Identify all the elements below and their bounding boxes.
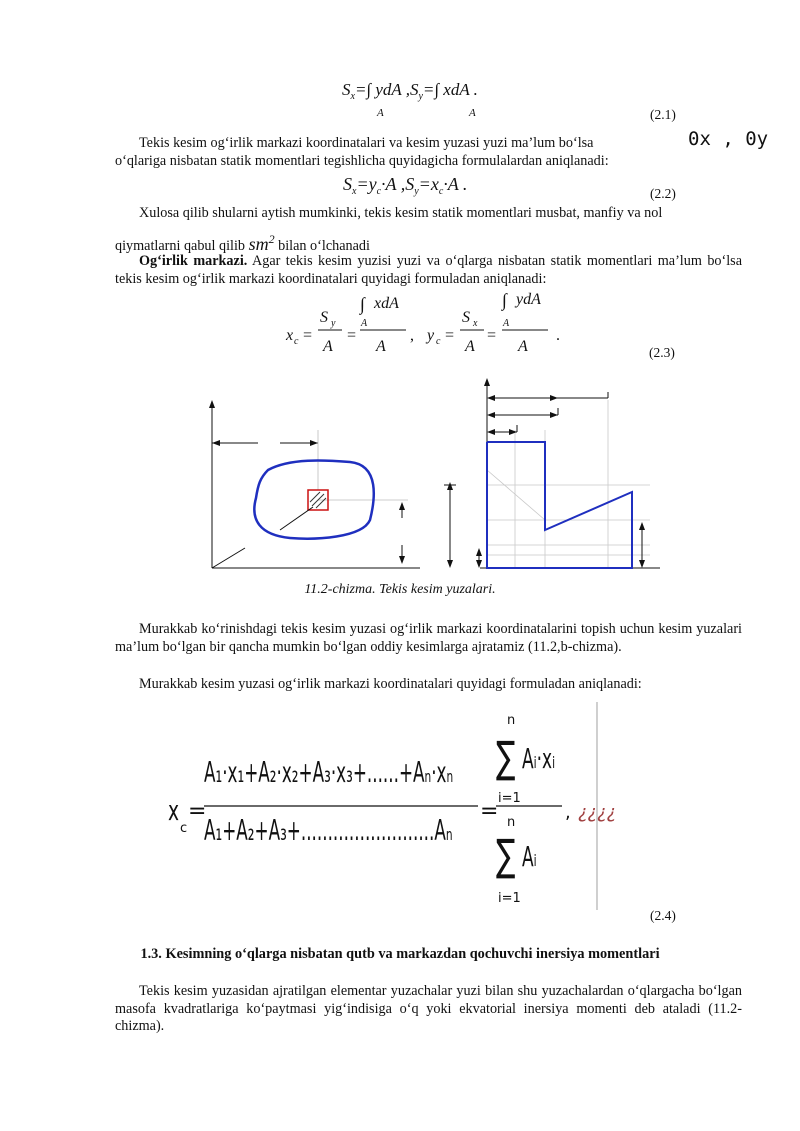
- svg-text:=: =: [188, 799, 207, 824]
- svg-text:A: A: [376, 338, 386, 355]
- equation-number-2-2: (2.2): [650, 186, 676, 201]
- svg-text:=: =: [346, 327, 357, 344]
- svg-text:x: x: [286, 327, 294, 344]
- svg-text:x: x: [168, 794, 180, 828]
- equation-number-2-4: (2.4): [650, 908, 676, 923]
- paragraph-1: [115, 135, 675, 153]
- svg-text:=: =: [486, 327, 497, 344]
- svg-text:x: x: [473, 318, 478, 329]
- svg-text:∫: ∫: [360, 294, 365, 314]
- paragraph-6: Tekis kesim yuzasidan ajratilgan elementar yuzachalar yuzi bilan shu yuzachalardan o‘qlargacha bo‘lgan masofa kvadratlariga ko‘paytmasi yig‘indisiga o‘q yoki ekvatorial inersiya momenti deb ataladi (11.2-chizma).: [115, 983, 742, 1035]
- svg-text:=: =: [302, 327, 313, 344]
- section-heading: 1.3. Kesimning o‘qlarga nisbatan qutb va markazdan qochuvchi inersiya momentlari: [140, 946, 660, 962]
- svg-text:c: c: [436, 336, 441, 347]
- equation-2-4: [160, 700, 640, 910]
- paragraph-2-line-2: [115, 232, 370, 255]
- svg-text:n: n: [507, 713, 516, 728]
- svg-text:S: S: [320, 309, 328, 326]
- svg-text:Aᵢ·xᵢ: Aᵢ·xᵢ: [522, 743, 556, 776]
- equation-number-2-1: (2.1): [650, 107, 676, 122]
- svg-text:,: ,: [565, 802, 571, 823]
- svg-text:=: =: [444, 327, 455, 344]
- paragraph-3-rest: Agar tekis kesim yuzisi yuzi va o‘qlarga nisbatan statik momentlari ma’lum bo‘lsa tekis kesim og‘irlik markazi koordinatalari quyidagi formuladan aniqlanadi:: [115, 253, 742, 287]
- paragraph-5: Murakkab kesim yuzasi og‘irlik markazi koordinatalari quyidagi formuladan aniqlanadi:: [139, 676, 642, 692]
- paragraph-3: [115, 253, 742, 288]
- eq1-limit-a1: A: [377, 107, 384, 119]
- figure-11-2: [150, 370, 690, 580]
- paragraph-1-line-2: o‘qlariga nisbatan statik momentlari tegishlicha quyidagicha formulalardan aniqlanadi:: [115, 153, 609, 169]
- equation-number-2-3: (2.3): [649, 345, 675, 360]
- svg-text:A: A: [323, 338, 333, 355]
- svg-text:i=1: i=1: [498, 791, 521, 806]
- svg-text:∑: ∑: [496, 829, 516, 881]
- figure-caption: 11.2-chizma. Tekis kesim yuzalari.: [304, 582, 496, 597]
- svg-text:n: n: [507, 815, 516, 830]
- p2-text-a: qiymatlarni qabul qilib: [115, 238, 246, 254]
- paragraph-1-line-1: Tekis kesim og‘irlik markazi koordinatalari va kesim yuzasi yuzi ma’lum bo‘lsa: [139, 135, 594, 151]
- figure-b: [444, 378, 660, 568]
- p2-text-b: bilan o‘lchanadi: [278, 238, 370, 254]
- unit-sm-exp: 2: [268, 232, 275, 246]
- svg-text:A: A: [465, 338, 475, 355]
- equation-2-1: $S_x=\int$ ydA $,S_y=\int$ xdA .: [342, 80, 478, 102]
- svg-text:.: .: [556, 327, 560, 344]
- svg-text:c: c: [180, 821, 188, 836]
- svg-text:A₁·x₁+A₂·x₂+A₃·x₃+......+Aₙ·xₙ: A₁·x₁+A₂·x₂+A₃·x₃+......+Aₙ·xₙ: [204, 756, 454, 790]
- equation-2-3: [280, 288, 600, 358]
- svg-text:Aᵢ: Aᵢ: [522, 841, 537, 874]
- svg-text:xdA: xdA: [374, 295, 399, 312]
- svg-text:∑: ∑: [496, 731, 516, 783]
- equation-2-2: $S_x=y_c\cdot A$ $,S_y=x_c\cdot A$ .: [343, 174, 468, 197]
- svg-text:A: A: [503, 318, 510, 329]
- garbled-symbols: ¿¿¿¿: [578, 802, 617, 823]
- svg-text:A₁+A₂+A₃+.....................: A₁+A₂+A₃+.........................Aₙ: [204, 814, 453, 848]
- paragraph-2-line-1: Xulosa qilib shularni aytish mumkinki, tekis kesim statik momentlari musbat, manfiy va nol: [139, 205, 663, 221]
- svg-text:A: A: [518, 338, 528, 355]
- svg-text:i=1: i=1: [498, 891, 521, 906]
- paragraph-4: Murakkab ko‘rinishdagi tekis kesim yuzasi og‘irlik markazi koordinatalarini topish uchun kesim yuzalari ma’lum bo‘lgan bir qancha mumkin bo‘lgan oddiy kesimlarga ajratamiz (11.2,b-chizma).: [115, 621, 742, 655]
- unit-sm-base: sm: [248, 234, 269, 254]
- svg-text:A: A: [361, 318, 368, 329]
- svg-text:S: S: [462, 309, 470, 326]
- svg-text:c: c: [294, 336, 299, 347]
- eq1-limit-a2: A: [469, 107, 476, 119]
- svg-text:,: ,: [410, 327, 414, 344]
- unit-sm: [249, 234, 275, 254]
- svg-text:∫: ∫: [502, 290, 507, 310]
- svg-text:y: y: [331, 318, 336, 329]
- svg-text:=: =: [480, 799, 499, 824]
- figure-a: [209, 400, 420, 568]
- svg-text:ydA: ydA: [516, 291, 541, 308]
- paragraph-3-bold: Og‘irlik markazi.: [139, 253, 248, 269]
- svg-text:y: y: [427, 327, 435, 344]
- paragraph-1-axes: 0x , 0y: [688, 128, 769, 150]
